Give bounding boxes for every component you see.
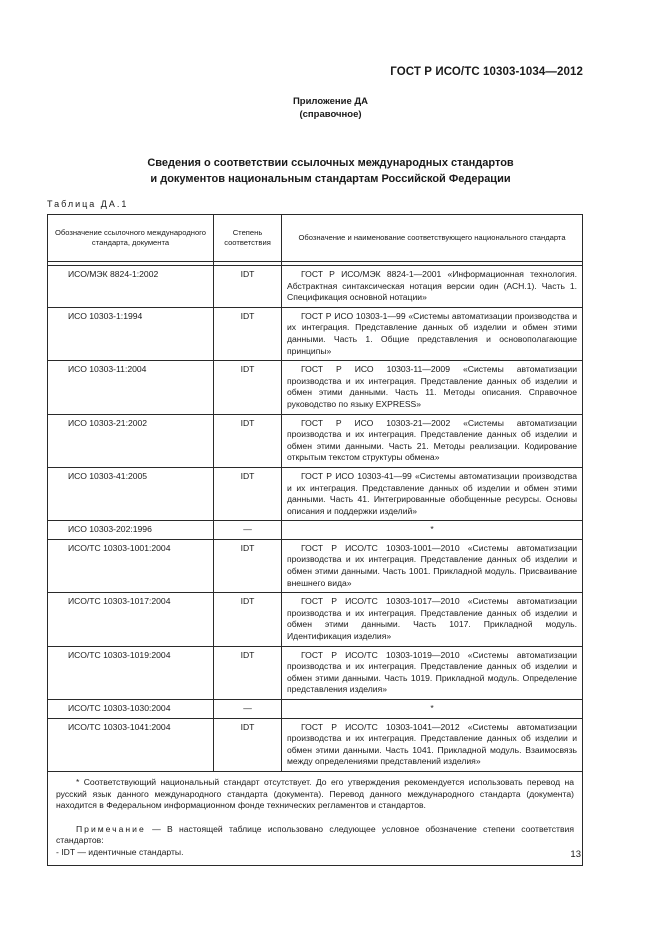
cell-reference: ИСО/ТС 10303-1017:2004 [48, 593, 214, 646]
note-text: — В настоящей таблице использовано следующее условное обозначение степени соответствия стандартов: [56, 823, 574, 846]
cell-degree: IDT [214, 266, 282, 308]
cell-reference: ИСО 10303-21:2002 [48, 414, 214, 467]
table-footnote-cell [48, 771, 583, 865]
cell-national: ГОСТ Р ИСО 10303-41—99 «Системы автоматизации производства и их интеграция. Представление данных об изделии и обмен этими данными. Часть 41. Интегрированные обобщенные ресурсы. Основы описания и поддержки изделий» [282, 467, 583, 520]
cell-reference: ИСО/МЭК 8824-1:2002 [48, 266, 214, 308]
cell-degree: — [214, 700, 282, 719]
cell-degree: IDT [214, 307, 282, 360]
cell-national: ГОСТ Р ИСО 10303-11—2009 «Системы автоматизации производства и их интеграция. Представление данных об изделии и обмен этими данными. Часть 11. Методы описания. Справочное руководство по языку EXPRESS» [282, 361, 583, 414]
cell-national: ГОСТ Р ИСО/ТС 10303-1019—2010 «Системы автоматизации производства и их интеграция. Представление данных об изделии и обмен этими данными. Часть 1019. Прикладной модуль. Определение представления изделия» [282, 646, 583, 699]
note-label: Примечание [76, 823, 146, 834]
table-note [56, 824, 574, 847]
header-reference: Обозначение ссылочного международного стандарта, документа [48, 215, 214, 262]
cell-national: ГОСТ Р ИСО/ТС 10303-1017—2010 «Системы автоматизации производства и их интеграция. Представление данных об изделии и обмен этими данными. Часть 1017. Прикладной модуль. Идентификация изделия» [282, 593, 583, 646]
cell-national: * [282, 521, 583, 540]
cell-national: ГОСТ Р ИСО/ТС 10303-1001—2010 «Системы автоматизации производства и их интеграция. Представление данных об изделии и обмен этими данными. Часть 1001. Прикладной модуль. Присваивание внешнего вида» [282, 539, 583, 592]
section-title-line-1: Сведения о соответствии ссылочных международных стандартов [147, 157, 514, 169]
header-degree: Степень соответствия [214, 215, 282, 262]
table-caption: Таблица ДА.1 [47, 199, 129, 209]
table-row [48, 593, 583, 646]
cell-degree: IDT [214, 467, 282, 520]
table-row [48, 539, 583, 592]
correspondence-table [47, 214, 583, 866]
cell-degree: — [214, 521, 282, 540]
table-row [48, 646, 583, 699]
table-row [48, 361, 583, 414]
cell-reference: ИСО/ТС 10303-1001:2004 [48, 539, 214, 592]
note-item: - IDT — идентичные стандарты. [56, 846, 184, 857]
table-row [48, 414, 583, 467]
cell-national: * [282, 700, 583, 719]
cell-reference: ИСО 10303-41:2005 [48, 467, 214, 520]
cell-reference: ИСО/ТС 10303-1019:2004 [48, 646, 214, 699]
cell-reference: ИСО 10303-202:1996 [48, 521, 214, 540]
table-row [48, 718, 583, 771]
table-header-row [48, 215, 583, 262]
cell-degree: IDT [214, 414, 282, 467]
page-number: 13 [570, 849, 581, 860]
table-row [48, 467, 583, 520]
header-national: Обозначение и наименование соответствующего национального стандарта [282, 215, 583, 262]
table-footnote-row [48, 771, 583, 865]
appendix-title: Приложение ДА [292, 96, 369, 107]
cell-degree: IDT [214, 539, 282, 592]
cell-national: ГОСТ Р ИСО 10303-1—99 «Системы автоматизации производства и их интеграция. Представление данных об изделии и обмен этими данными. Часть 1. Общие представления и основополагающие принципы» [282, 307, 583, 360]
cell-national: ГОСТ Р ИСО/МЭК 8824-1—2001 «Информационная технология. Абстрактная синтаксическая нотация версии один (АСН.1). Часть 1. Спецификация основной нотации» [282, 266, 583, 308]
document-header-id: ГОСТ Р ИСО/ТС 10303-1034—2012 [390, 66, 583, 78]
cell-degree: IDT [214, 718, 282, 771]
cell-degree: IDT [214, 361, 282, 414]
cell-degree: IDT [214, 593, 282, 646]
cell-national: ГОСТ Р ИСО 10303-21—2002 «Системы автоматизации производства и их интеграция. Представление данных об изделии и обмен этими данными. Часть 21. Методы реализации. Кодирование открытым текстом структуры обмена» [282, 414, 583, 467]
cell-reference: ИСО 10303-11:2004 [48, 361, 214, 414]
cell-national: ГОСТ Р ИСО/ТС 10303-1041—2012 «Системы автоматизации производства и их интеграция. Представление данных об изделии и обмен этими данными. Часть 1041. Прикладной модуль. Взаимосвязь между определениями представлений изделия» [282, 718, 583, 771]
table-row [48, 307, 583, 360]
table-row [48, 266, 583, 308]
table-row [48, 521, 583, 540]
cell-reference: ИСО 10303-1:1994 [48, 307, 214, 360]
cell-reference: ИСО/ТС 10303-1030:2004 [48, 700, 214, 719]
cell-degree: IDT [214, 646, 282, 699]
table-row [48, 700, 583, 719]
footnote-text: * Соответствующий национальный стандарт отсутствует. До его утверждения рекомендуется использовать перевод на русский язык данного международного стандарта (документа). Перевод данного международного стандарта (документа) находится в Федеральном информационном фонде технических регламентов и стандартов. [56, 776, 574, 811]
section-title-line-2: и документов национальным стандартам Российской Федерации [150, 173, 511, 185]
cell-reference: ИСО/ТС 10303-1041:2004 [48, 718, 214, 771]
appendix-subtitle: (справочное) [299, 109, 362, 120]
